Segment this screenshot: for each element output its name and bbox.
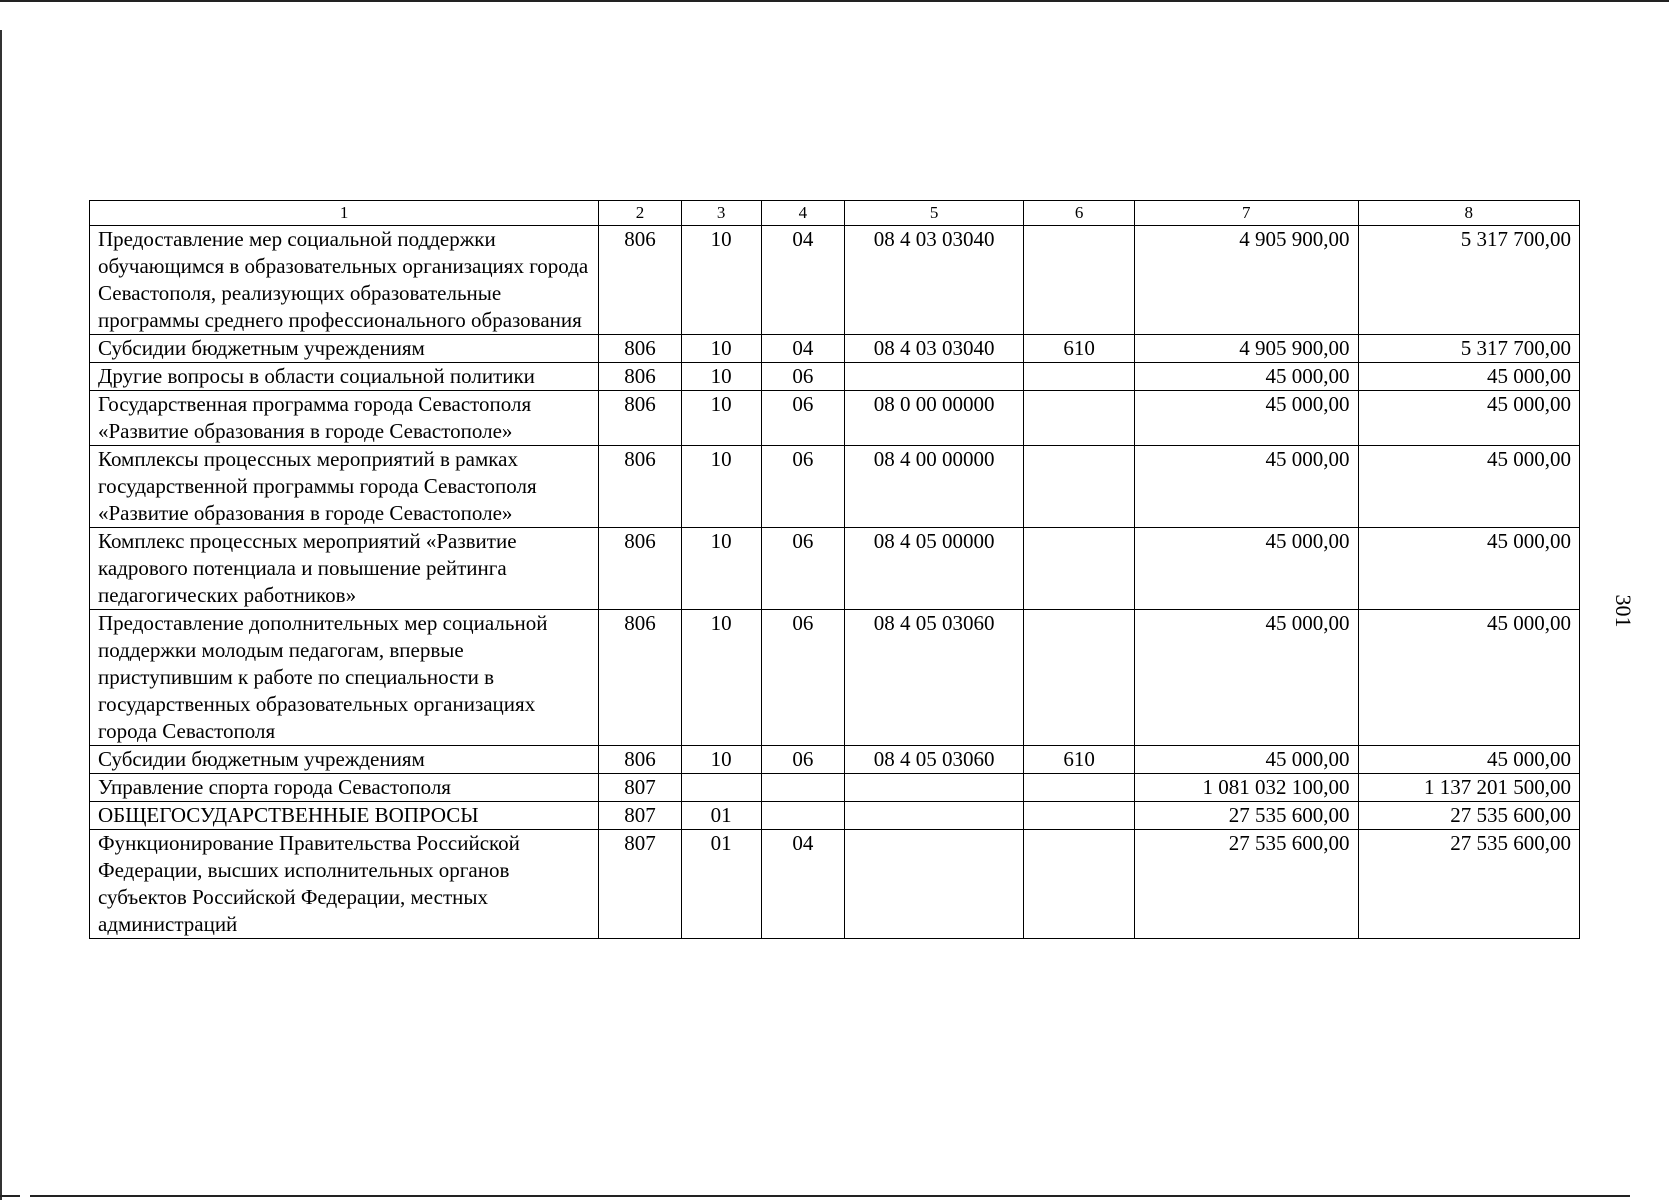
row-col-7: 27 535 600,00 (1134, 802, 1358, 830)
row-col-4: 06 (761, 446, 844, 528)
row-col-2: 807 (599, 830, 681, 939)
row-name: Комплекс процессных мероприятий «Развитие кадрового потенциала и повышение рейтинга педагогических работников» (90, 528, 599, 610)
row-col-4 (761, 774, 844, 802)
row-col-8: 5 317 700,00 (1358, 335, 1579, 363)
row-col-6 (1024, 363, 1135, 391)
header-col-7: 7 (1134, 201, 1358, 226)
row-col-5 (845, 802, 1024, 830)
scan-edge-top (0, 0, 1669, 2)
table-row (90, 335, 1580, 363)
row-col-7: 4 905 900,00 (1134, 335, 1358, 363)
row-col-3: 10 (681, 446, 761, 528)
row-name: Государственная программа города Севастополя «Развитие образования в городе Севастополе» (90, 391, 599, 446)
header-col-6: 6 (1024, 201, 1135, 226)
row-col-4: 04 (761, 830, 844, 939)
row-col-8: 45 000,00 (1358, 446, 1579, 528)
header-col-4: 4 (761, 201, 844, 226)
header-col-5: 5 (845, 201, 1024, 226)
row-col-8: 5 317 700,00 (1358, 226, 1579, 335)
row-name: Функционирование Правительства Российской Федерации, высших исполнительных органов субъектов Российской Федерации, местных администраций (90, 830, 599, 939)
row-col-8: 1 137 201 500,00 (1358, 774, 1579, 802)
header-col-8: 8 (1358, 201, 1579, 226)
row-col-2: 806 (599, 391, 681, 446)
budget-table (89, 200, 1580, 939)
row-col-7: 45 000,00 (1134, 746, 1358, 774)
scan-edge-bottom-mark (0, 1195, 20, 1197)
row-name: Субсидии бюджетным учреждениям (90, 746, 599, 774)
row-col-3: 01 (681, 830, 761, 939)
table-row (90, 391, 1580, 446)
row-col-2: 806 (599, 335, 681, 363)
header-col-1: 1 (90, 201, 599, 226)
row-col-5: 08 4 03 03040 (845, 335, 1024, 363)
row-col-4: 06 (761, 528, 844, 610)
row-col-5: 08 4 00 00000 (845, 446, 1024, 528)
row-col-3 (681, 774, 761, 802)
row-col-5 (845, 830, 1024, 939)
row-col-2: 806 (599, 528, 681, 610)
row-col-8: 45 000,00 (1358, 610, 1579, 746)
row-name: Предоставление дополнительных мер социальной поддержки молодым педагогам, впервые приступившим к работе по специальности в государственных образовательных организациях города Севастополя (90, 610, 599, 746)
row-name: Субсидии бюджетным учреждениям (90, 335, 599, 363)
header-col-3: 3 (681, 201, 761, 226)
row-col-3: 10 (681, 363, 761, 391)
row-col-6: 610 (1024, 335, 1135, 363)
table-row (90, 363, 1580, 391)
row-col-3: 01 (681, 802, 761, 830)
row-col-8: 45 000,00 (1358, 528, 1579, 610)
row-col-4: 06 (761, 746, 844, 774)
header-col-2: 2 (599, 201, 681, 226)
row-col-6 (1024, 528, 1135, 610)
table-row (90, 746, 1580, 774)
row-col-7: 1 081 032 100,00 (1134, 774, 1358, 802)
row-col-6 (1024, 774, 1135, 802)
row-col-6 (1024, 610, 1135, 746)
row-col-3: 10 (681, 335, 761, 363)
row-col-7: 4 905 900,00 (1134, 226, 1358, 335)
row-col-5: 08 4 05 03060 (845, 746, 1024, 774)
row-col-3: 10 (681, 610, 761, 746)
row-col-7: 27 535 600,00 (1134, 830, 1358, 939)
row-col-7: 45 000,00 (1134, 363, 1358, 391)
header-row (90, 201, 1580, 226)
table-row (90, 528, 1580, 610)
row-col-2: 806 (599, 446, 681, 528)
row-col-6: 610 (1024, 746, 1135, 774)
row-col-2: 807 (599, 802, 681, 830)
row-col-2: 806 (599, 610, 681, 746)
row-name: ОБЩЕГОСУДАРСТВЕННЫЕ ВОПРОСЫ (90, 802, 599, 830)
row-col-8: 45 000,00 (1358, 746, 1579, 774)
row-col-4: 04 (761, 335, 844, 363)
row-col-8: 27 535 600,00 (1358, 802, 1579, 830)
table-row (90, 774, 1580, 802)
row-col-4: 06 (761, 363, 844, 391)
row-col-2: 806 (599, 746, 681, 774)
row-col-5 (845, 774, 1024, 802)
row-col-8: 27 535 600,00 (1358, 830, 1579, 939)
row-col-6 (1024, 802, 1135, 830)
table-row (90, 610, 1580, 746)
row-col-4: 06 (761, 610, 844, 746)
row-col-2: 807 (599, 774, 681, 802)
row-col-6 (1024, 446, 1135, 528)
row-col-5: 08 4 03 03040 (845, 226, 1024, 335)
row-col-3: 10 (681, 746, 761, 774)
row-name: Предоставление мер социальной поддержки обучающимся в образовательных организациях города Севастополя, реализующих образовательные программы среднего профессионального образования (90, 226, 599, 335)
row-col-5: 08 4 05 03060 (845, 610, 1024, 746)
scan-edge-left (0, 30, 2, 1200)
row-col-4: 06 (761, 391, 844, 446)
scan-edge-bottom (30, 1195, 1630, 1197)
row-col-6 (1024, 391, 1135, 446)
row-col-2: 806 (599, 363, 681, 391)
row-col-7: 45 000,00 (1134, 446, 1358, 528)
row-col-6 (1024, 830, 1135, 939)
row-col-4 (761, 802, 844, 830)
row-col-5: 08 0 00 00000 (845, 391, 1024, 446)
row-name: Управление спорта города Севастополя (90, 774, 599, 802)
row-col-8: 45 000,00 (1358, 391, 1579, 446)
row-col-7: 45 000,00 (1134, 528, 1358, 610)
row-name: Другие вопросы в области социальной политики (90, 363, 599, 391)
table-row (90, 802, 1580, 830)
row-col-4: 04 (761, 226, 844, 335)
row-col-8: 45 000,00 (1358, 363, 1579, 391)
table-row (90, 446, 1580, 528)
row-col-3: 10 (681, 226, 761, 335)
row-col-2: 806 (599, 226, 681, 335)
row-col-3: 10 (681, 391, 761, 446)
row-col-5: 08 4 05 00000 (845, 528, 1024, 610)
row-col-5 (845, 363, 1024, 391)
row-col-7: 45 000,00 (1134, 391, 1358, 446)
row-col-7: 45 000,00 (1134, 610, 1358, 746)
table-row (90, 830, 1580, 939)
page-number: 301 (1611, 594, 1636, 628)
row-col-6 (1024, 226, 1135, 335)
table-row (90, 226, 1580, 335)
row-name: Комплексы процессных мероприятий в рамках государственной программы города Севастополя «Развитие образования в городе Севастополе» (90, 446, 599, 528)
row-col-3: 10 (681, 528, 761, 610)
